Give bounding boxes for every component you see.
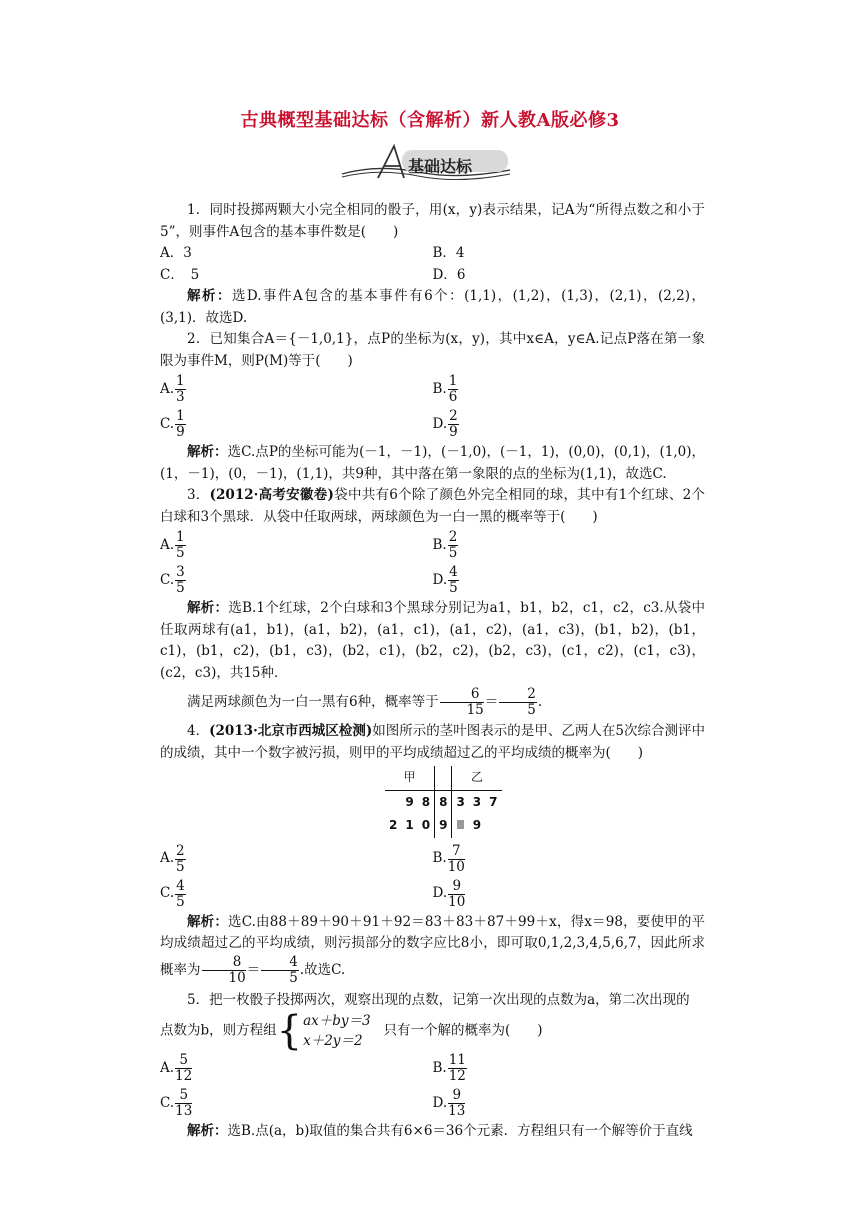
question-source: (2012·高考安徽卷)	[209, 487, 334, 503]
question-5-options	[160, 1051, 705, 1086]
denominator: 10	[228, 969, 246, 986]
denominator: 12	[448, 1068, 466, 1084]
option-label: C.	[160, 571, 175, 588]
question-body: 点数为b，则方程组	[160, 1022, 277, 1039]
option-label: C.	[160, 885, 175, 902]
answer-label: 解析：	[187, 1123, 228, 1139]
denominator: 5	[176, 545, 185, 561]
numerator: 7	[448, 844, 465, 860]
equals-sign: ＝	[246, 961, 261, 978]
option-label: B.	[432, 850, 447, 867]
answer-text: .故选C.	[299, 961, 346, 978]
option-b	[433, 530, 706, 561]
option-label: D.	[432, 885, 448, 902]
option-d	[433, 879, 706, 910]
denominator: 5	[289, 969, 298, 986]
numerator: 3	[176, 564, 185, 580]
smudge-mark	[457, 820, 464, 829]
option-label: D.	[432, 415, 448, 432]
equation-system	[276, 1008, 371, 1054]
fraction	[448, 1053, 467, 1084]
answer-label: 解析：	[187, 600, 229, 616]
denominator: 5	[176, 858, 185, 875]
smudged-leaf	[452, 814, 469, 838]
brace-icon: {	[276, 1008, 303, 1054]
fraction	[175, 374, 186, 405]
option-a	[160, 374, 433, 405]
section-banner	[338, 142, 513, 184]
answer-text: 满足两球颜色为一白一黑有6种，概率等于	[187, 694, 439, 710]
denominator: 10	[447, 858, 465, 875]
answer-text: .	[537, 694, 543, 710]
banner-label: 基础达标	[408, 157, 473, 176]
fraction	[175, 409, 186, 440]
equation-line: x＋2y＝2	[303, 1033, 363, 1049]
equals-sign: ＝	[484, 694, 499, 710]
question-2-answer	[160, 442, 705, 485]
numerator: 2	[499, 687, 537, 703]
question-number: 3．	[187, 487, 210, 503]
option-a	[160, 530, 433, 561]
question-5-answer	[160, 1121, 705, 1143]
stem-header-yi: 乙	[452, 766, 502, 790]
option-c	[160, 1088, 433, 1119]
question-5-text-cont	[160, 1008, 705, 1054]
question-3-answer	[160, 598, 705, 684]
option-label: D.	[432, 571, 448, 588]
option-d	[433, 565, 706, 596]
option-label: C.	[160, 1094, 175, 1111]
denominator: 3	[176, 389, 185, 405]
denominator: 15	[466, 702, 484, 718]
numerator: 4	[261, 955, 299, 971]
option-label: A.	[160, 380, 175, 397]
fraction	[202, 955, 246, 986]
denominator: 5	[176, 893, 185, 910]
denominator: 5	[449, 580, 458, 596]
option-a	[160, 844, 433, 875]
numerator: 5	[175, 1088, 192, 1104]
option-label: B.	[432, 1059, 447, 1076]
fraction	[261, 955, 299, 986]
option-label: C.	[160, 415, 175, 432]
answer-text: 选C.点P的坐标可能为(－1，－1)，(－1,0)，(－1，1)，(0,0)，(0,1)，(1,0)，(1，－1)，(0，－1)，(1,1)，共9种，其中落在第一象限的点的坐标为(1,1)，故选C.	[160, 444, 705, 482]
answer-text: 选B.点(a，b)取值的集合共有6×6＝36个元素．方程组只有一个解等价于直线	[227, 1123, 693, 1139]
leaf-right: 7	[489, 794, 498, 809]
question-number: 4．	[187, 723, 210, 739]
question-source: (2013·北京市西城区检测)	[209, 723, 373, 739]
fraction	[175, 565, 186, 596]
question-2-text: 2．已知集合A＝{－1,0,1}，点P的坐标为(x，y)，其中x∈A，y∈A.记点P落在第一象限为事件M，则P(M)等于( )	[160, 331, 705, 369]
leaf-right: 3	[456, 794, 465, 809]
fraction	[448, 879, 465, 910]
leaf-right: 9	[472, 818, 482, 832]
denominator: 5	[176, 580, 185, 596]
question-2-options	[160, 372, 705, 407]
question-3-options	[160, 528, 705, 563]
stem-header-jia: 甲	[385, 766, 435, 790]
option-label: A.	[160, 1059, 175, 1076]
answer-label: 解析：	[187, 913, 229, 930]
stem-leaf-plot	[385, 766, 705, 838]
question-4-answer	[160, 912, 705, 986]
question-body: 如图所示的茎叶图表示的是甲、乙两人在5次综合测评中的成绩，其中一个数字被污损，则甲的平均成绩超过乙的平均成绩的概率为( )	[160, 723, 705, 761]
document-title: 古典概型基础达标（含解析）新人教A版必修3	[240, 110, 620, 131]
question-4-text	[160, 721, 705, 764]
numerator: 8	[202, 955, 246, 971]
numerator: 4	[449, 564, 458, 580]
leaf-left: 1	[405, 818, 414, 832]
question-3-options-row2	[160, 563, 705, 598]
option-c	[160, 565, 433, 596]
question-1-options-row2	[160, 265, 705, 287]
question-1-answer	[160, 286, 705, 329]
fraction	[448, 530, 459, 561]
fraction	[448, 1088, 465, 1119]
numerator: 1	[176, 529, 185, 545]
numerator: 1	[176, 373, 185, 389]
fraction	[440, 687, 484, 718]
answer-text: 选C.由88＋89＋90＋91＋92＝83＋83＋87＋99＋x，得x＝98，要使甲的平均成绩超过乙的平均成绩，则污损部分的数字应比8小，即可取0,1,2,3,4,5,6,7，因此所求概率为	[160, 913, 705, 978]
leaf-right: 3	[472, 794, 482, 809]
denominator: 5	[527, 702, 536, 718]
numerator: 1	[448, 373, 458, 389]
numerator: 2	[448, 529, 458, 545]
question-3-text	[160, 485, 705, 528]
numerator: 1	[176, 408, 185, 424]
denominator: 12	[175, 1068, 193, 1084]
option-d	[433, 409, 706, 440]
answer-label: 解析：	[187, 288, 232, 304]
denominator: 13	[448, 1103, 466, 1119]
question-body: 袋中共有6个除了颜色外完全相同的球，其中有1个红球、2个白球和3个黑球．从袋中任取两球，两球颜色为一白一黑的概率等于( )	[160, 487, 705, 525]
fraction	[499, 687, 537, 718]
numerator: 11	[448, 1052, 466, 1068]
numerator: 4	[176, 877, 185, 894]
numerator: 9	[448, 1088, 465, 1104]
fraction	[448, 374, 459, 405]
fraction	[448, 565, 459, 596]
stem-value: 9	[435, 814, 452, 838]
denominator: 6	[448, 389, 458, 405]
option-b	[433, 844, 706, 875]
answer-label: 解析：	[187, 444, 228, 460]
option-label: A.	[160, 536, 175, 553]
option-b	[433, 1053, 706, 1084]
fraction	[175, 879, 186, 910]
numerator: 2	[449, 408, 458, 424]
answer-text: 选B.1个红球，2个白球和3个黑球分别记为a1，b1，b2，c1，c2，c3.从袋中任取两球有(a1，b1)，(a1，b2)，(a1，c1)，(a1，c2)，(a1，c3)，(b1，b2)，(b1，c1)，(b1，c2)，(b1，c3)，(b2，c1)，(b2，c2)，(b2，c3)，(c1，c2)，(c1，c3)，(c2，c3)，共15种．	[160, 600, 706, 681]
leaf-left: 2	[389, 818, 398, 832]
denominator: 10	[448, 893, 466, 910]
fraction	[175, 530, 186, 561]
denominator: 13	[175, 1103, 193, 1119]
option-label: D.	[432, 1094, 448, 1111]
denominator: 9	[176, 424, 185, 440]
leaf-left: 8	[421, 794, 431, 809]
option-c	[160, 879, 433, 910]
equation-line: ax＋by＝3	[303, 1013, 371, 1029]
numerator: 6	[440, 687, 484, 703]
option-d: D．6	[432, 266, 466, 283]
fraction	[175, 844, 186, 875]
fraction	[448, 844, 465, 875]
answer-text: 选D.事件A包含的基本事件有6个：(1,1)，(1,2)，(1,3)，(2,1)，(2,2)，(3,1)．故选D.	[160, 288, 705, 326]
option-c	[160, 409, 433, 440]
option-a	[160, 1053, 433, 1084]
question-1-text: 1．同时投掷两颗大小完全相同的骰子，用(x，y)表示结果，记A为“所得点数之和小于5”，则事件A包含的基本事件数是( )	[160, 202, 705, 240]
leaf-left: 0	[421, 818, 431, 832]
numerator: 5	[175, 1053, 192, 1069]
denominator: 5	[448, 545, 458, 561]
option-label: A.	[160, 850, 175, 867]
question-body: 只有一个解的概率为( )	[383, 1022, 543, 1039]
question-4-options	[160, 842, 705, 877]
question-4-options-row2	[160, 877, 705, 912]
option-c: C． 5	[160, 266, 200, 283]
option-a: A．3	[160, 245, 192, 261]
leaf-left: 9	[405, 794, 414, 809]
denominator: 9	[449, 424, 458, 440]
fraction	[175, 1053, 192, 1084]
fraction	[175, 1088, 192, 1119]
option-label: B.	[432, 380, 447, 397]
fraction	[448, 409, 459, 440]
question-5-options-row2	[160, 1086, 705, 1121]
option-b: B．4	[432, 245, 465, 261]
question-2-options-row2	[160, 407, 705, 442]
question-5-text: 5．把一枚骰子投掷两次，观察出现的点数，记第一次出现的点数为a，第二次出现的	[187, 991, 690, 1008]
option-b	[433, 374, 706, 405]
numerator: 9	[448, 879, 465, 895]
question-1-options	[160, 243, 705, 265]
option-d	[433, 1088, 706, 1119]
stem-value: 8	[435, 790, 452, 814]
numerator: 2	[176, 842, 185, 859]
option-label: B.	[432, 536, 447, 553]
question-list	[160, 200, 705, 1143]
question-3-answer-cont	[160, 684, 705, 721]
